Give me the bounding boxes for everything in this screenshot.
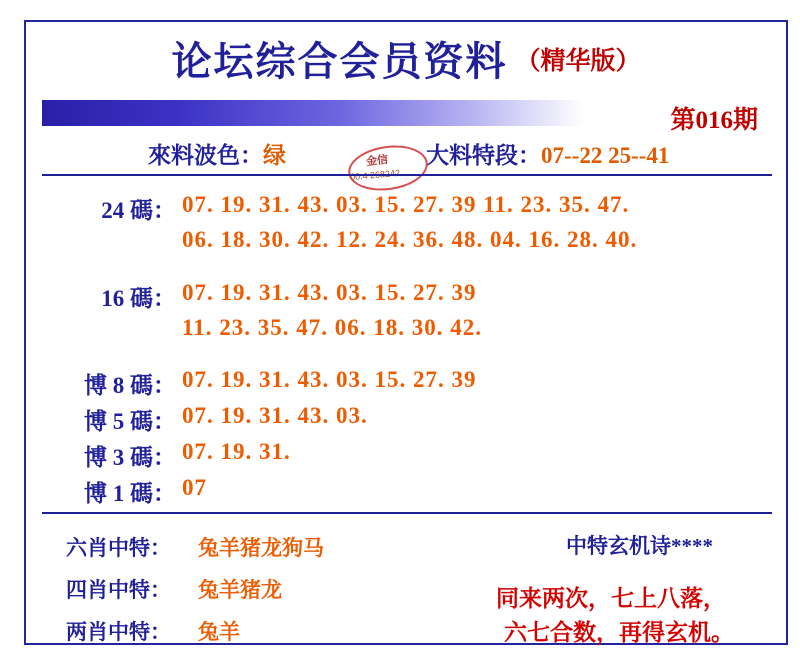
bet-3-label: 博 3 碼：: [84, 445, 176, 470]
bet-5-value: 07. 19. 31. 43. 03.: [182, 403, 368, 428]
bet-1-label: 博 1 碼：: [84, 481, 176, 506]
zodiac-2-value: 兔羊: [198, 620, 240, 644]
row-24-line1: 07. 19. 31. 43. 03. 15. 27. 39 11. 23. 35. 47.: [182, 192, 630, 217]
page-title: 论坛综合会员资料: [171, 39, 508, 84]
zodiac-2-label: 两肖中特：: [66, 620, 171, 644]
bet-8-label: 博 8 碼：: [84, 373, 176, 398]
gradient-bar: [42, 100, 584, 126]
poem-line-1: 同来两次，七上八落，: [496, 586, 726, 611]
wave-color-label: 來料波色：: [148, 143, 263, 168]
issue-number: 第016期: [670, 107, 758, 134]
zodiac-6-value: 兔羊猪龙狗马: [198, 536, 324, 560]
poster-frame: [24, 20, 788, 645]
bet-3-value: 07. 19. 31.: [182, 439, 291, 464]
zodiac-6-label: 六肖中特：: [66, 536, 171, 560]
row-16-line1: 07. 19. 31. 43. 03. 15. 27. 39: [182, 280, 477, 305]
special-section-value: 07--22 25--41: [541, 143, 670, 168]
divider-top: [42, 174, 772, 176]
bet-5-label: 博 5 碼：: [84, 409, 176, 434]
bet-8-value: 07. 19. 31. 43. 03. 15. 27. 39: [182, 367, 477, 392]
page-subtitle: （精华版）: [515, 48, 641, 75]
special-section-label: 大料特段：: [426, 143, 541, 168]
row-24-label: 24 碼：: [101, 198, 176, 223]
zodiac-4-label: 四肖中特：: [66, 578, 171, 602]
zodiac-4-value: 兔羊猪龙: [198, 578, 282, 602]
stamp-text-primary: 金信: [365, 153, 389, 169]
row-16-label: 16 碼：: [101, 286, 176, 311]
wave-color-value: 绿: [263, 143, 286, 168]
stamp-text-secondary: 00.4 268242: [349, 167, 401, 183]
row-24-line2: 06. 18. 30. 42. 12. 24. 36. 48. 04. 16. 28. 40.: [182, 227, 638, 252]
row-16-line2: 11. 23. 35. 47. 06. 18. 30. 42.: [182, 315, 482, 340]
wave-color-group: [148, 137, 286, 170]
special-section-group: [426, 137, 669, 170]
bet-1-value: 07: [182, 475, 207, 500]
info-line: [26, 135, 786, 169]
header-title-row: [26, 30, 786, 87]
divider-bottom: [42, 512, 772, 514]
poem-line-2: 六七合数，再得玄机。: [504, 620, 734, 645]
poem-title: 中特玄机诗****: [566, 534, 713, 558]
